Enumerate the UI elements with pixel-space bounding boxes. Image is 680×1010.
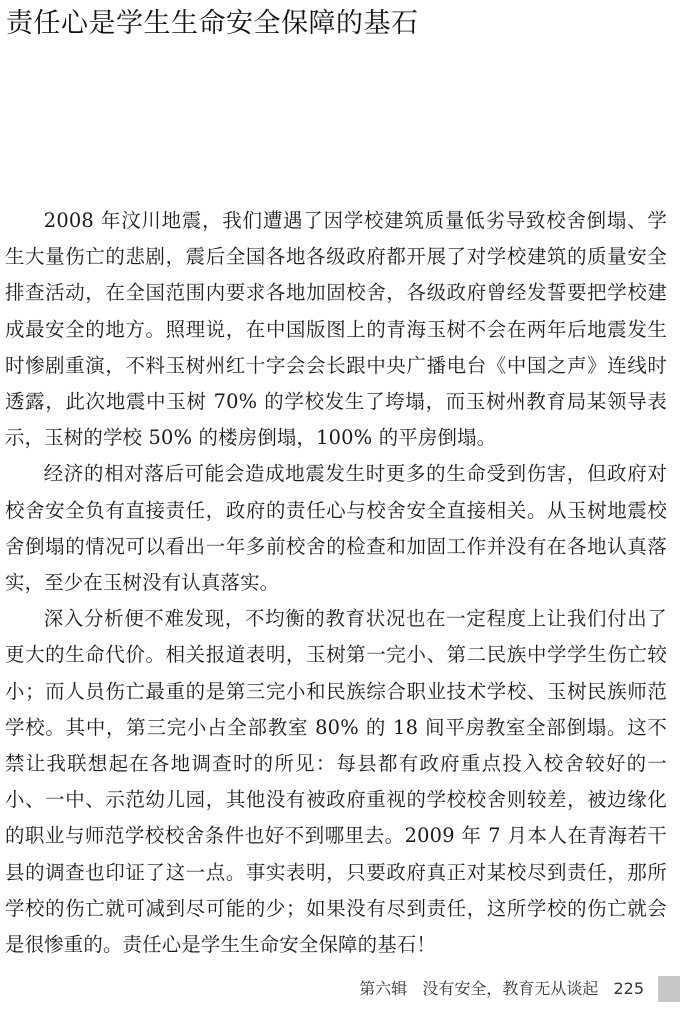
footer-section-title: 没有安全，教育无从谈起 [422, 979, 599, 998]
footer-chapter: 第六辑 [359, 979, 408, 998]
paragraph-2: 经济的相对落后可能会造成地震发生时更多的生命受到伤害，但政府对校舍安全负有直接责任，政府的责任心与校舍安全直接相关。从玉树地震校舍倒塌的情况可以看出一年多前校舍的检查和加固工作并没有在各地认真落实，至少在玉树没有认真落实。 [5, 462, 667, 595]
article-title: 责任心是学生生命安全保障的基石 [6, 8, 419, 39]
article-body [5, 203, 667, 963]
page-footer [359, 978, 644, 1000]
paragraph-1: 2008 年汶川地震，我们遭遇了因学校建筑质量低劣导致校舍倒塌、学生大量伤亡的悲剧，震后全国各地各级政府都开展了对学校建筑的质量安全排查活动，在全国范围内要求各地加固校舍，各级政府曾经发誓要把学校建成最安全的地方。照理说，在中国版图上的青海玉树不会在两年后地震发生时惨剧重演，不料玉树州红十字会会长跟中央广播电台《中国之声》连线时透露，此次地震中玉树 70% 的学校发生了垮塌，而玉树州教育局某领导表示，玉树的学校 50% 的楼房倒塌，100% 的平房倒塌。 [5, 209, 667, 450]
page-number: 225 [613, 979, 644, 998]
paragraph-3: 深入分析便不难发现，不均衡的教育状况也在一定程度上让我们付出了更大的生命代价。相关报道表明，玉树第一完小、第二民族中学学生伤亡较小；而人员伤亡最重的是第三完小和民族综合职业技术学校、玉树民族师范学校。其中，第三完小占全部教室 80% 的 18 间平房教室全部倒塌。这不禁让我联想起在各地调查时的所见：每县都有政府重点投入校舍较好的一小、一中、示范幼儿园，其他没有被政府重视的学校校舍则较差，被边缘化的职业与师范学校校舍条件也好不到哪里去。2009 年 7 月本人在青海若干县的调查也印证了这一点。事实表明，只要政府真正对某校尽到责任，那所学校的伤亡就可减到尽可能的少；如果没有尽到责任，这所学校的伤亡就会是很惨重的。责任心是学生生命安全保障的基石！ [5, 607, 667, 957]
page-edge-tab [658, 976, 680, 1002]
